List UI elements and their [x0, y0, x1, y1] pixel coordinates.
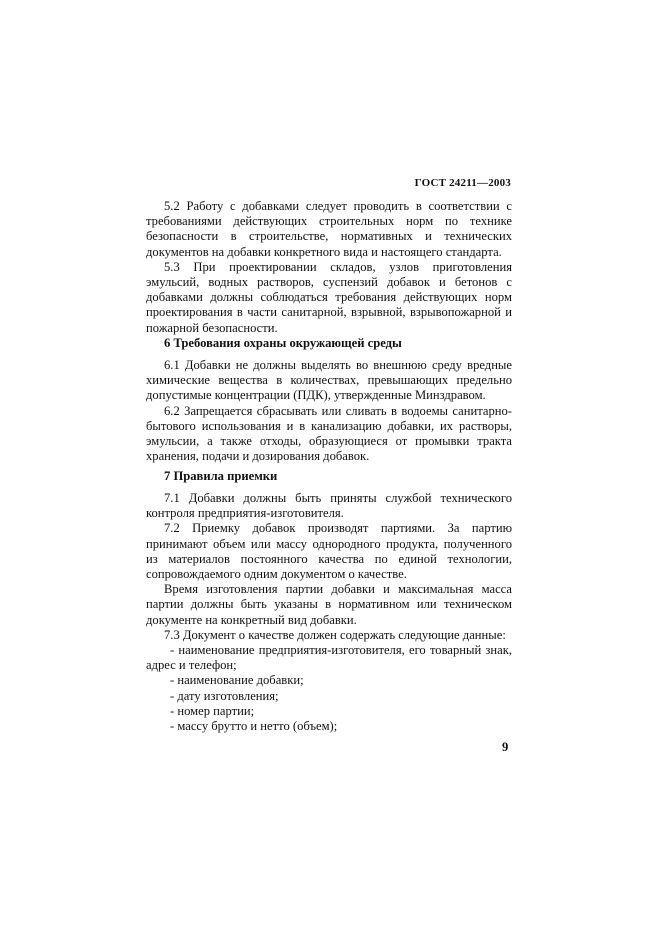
text-block-5: [146, 199, 512, 336]
paragraph-7-2b: Время изготовления партии добавки и максимальная масса партии должны быть указаны в нормативном или техническом документе на конкретный вид добавки.: [146, 582, 512, 627]
paragraph-7-3: 7.3 Документ о качестве должен содержать следующие данные:: [164, 627, 506, 642]
text-block-6: [146, 358, 512, 464]
paragraph-6-2: 6.2 Запрещается сбрасывать или сливать в водоемы санитарно-бытового использования и в канализацию добавки, их растворы, эмульсии, а также отходы, образующиеся от промывки тракта хранения, подачи и дозирования добавок.: [146, 403, 512, 464]
text-block-7: [146, 491, 512, 734]
paragraph-6-1: 6.1 Добавки не должны выделять во внешнюю среду вредные химические вещества в количествах, превышающих предельно допустимые концентрации (ПДК), утвержденные Минздравом.: [146, 358, 512, 403]
standard-header: ГОСТ 24211—2003: [414, 177, 511, 189]
paragraph-5-2: 5.2 Работу с добавками следует проводить в соответствии с требованиями действующих строительных норм по технике безопасности в строительстве, нормативных и технических документов на добавки конкретного вида и настоящего стандарта.: [146, 199, 512, 259]
section-7-title: 7 Правила приемки: [164, 469, 278, 483]
list-item: - номер партии;: [170, 703, 255, 718]
list-item: - массу брутто и нетто (объем);: [170, 719, 338, 734]
paragraph-7-1: 7.1 Добавки должны быть приняты службой технического контроля предприятия-изготовителя.: [146, 491, 512, 521]
paragraph-5-3: 5.3 При проектировании складов, узлов приготовления эмульсий, водных растворов, суспензий добавок и бетонов с добавками должны соблюдаться требования действующих норм проектирования в части санитарной, взрывной, взрывопожарной и пожарной безопасности.: [146, 259, 512, 335]
paragraph-7-2: 7.2 Приемку добавок производят партиями. За партию принимают объем или массу однородного продукта, полученного из материалов постоянного качества по единой технологии, сопровождаемого одним документом о качестве.: [146, 521, 512, 582]
list-item: - наименование предприятия-изготовителя, его товарный знак, адрес и телефон;: [146, 643, 512, 673]
page-number: 9: [502, 740, 509, 754]
list-item: - дату изготовления;: [170, 688, 279, 703]
section-6-title: 6 Требования охраны окружающей среды: [164, 336, 402, 350]
list-item: - наименование добавки;: [170, 673, 304, 688]
